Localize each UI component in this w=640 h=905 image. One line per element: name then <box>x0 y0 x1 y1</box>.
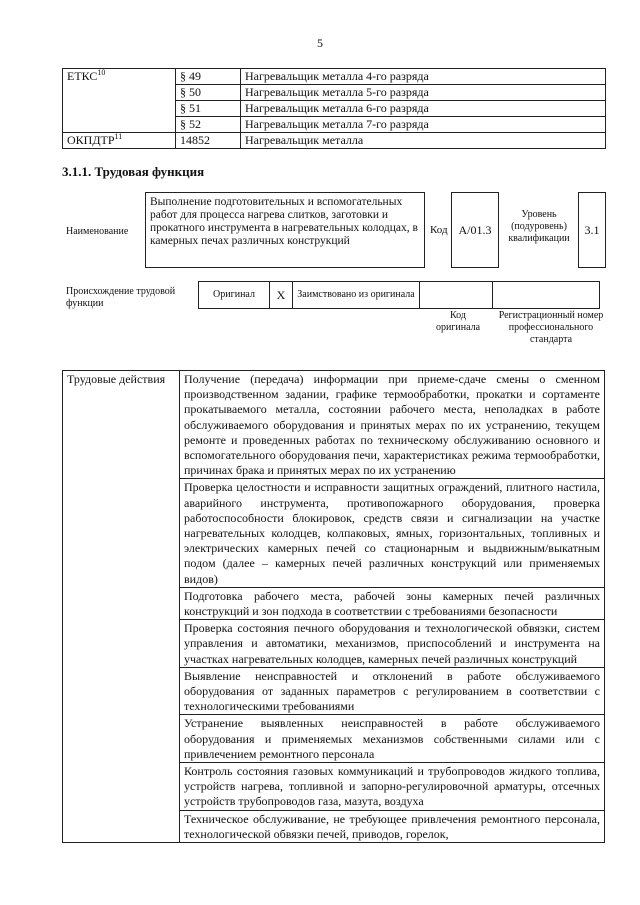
name-label: Наименование <box>66 226 129 237</box>
registration-caption: Регистрационный номер профессионального стандарта <box>498 310 604 345</box>
table-row <box>63 371 605 479</box>
table-row <box>63 69 606 85</box>
original-mark: X <box>270 282 293 309</box>
qualification-level: 3.1 <box>578 192 606 268</box>
code-label: Код <box>430 224 448 236</box>
function-code: A/01.3 <box>451 192 499 268</box>
borrowed-cell: Заимствовано из оригинала <box>293 282 420 309</box>
code-cell: § 50 <box>176 85 241 101</box>
table-row <box>199 282 600 309</box>
footnote-ref: 11 <box>114 132 123 141</box>
etks-label-cell <box>63 69 176 133</box>
code-cell: 14852 <box>176 133 241 149</box>
actions-table <box>62 370 605 843</box>
origin-table <box>198 281 600 309</box>
table-row <box>63 133 606 149</box>
action-item: Проверка состояния печного оборудования и технологической обвязки, систем управления и автоматики, механизмов, приспособлений и инструмента на участках нагревательных колодцев, камерных печей различных конструкций <box>180 620 605 668</box>
original-cell: Оригинал <box>199 282 270 309</box>
action-item: Подготовка рабочего места, рабочей зоны камерных печей различных конструкций и зон подхода в соответствии с требованиями безопасности <box>180 587 605 619</box>
code-cell: § 52 <box>176 117 241 133</box>
code-cell: § 49 <box>176 69 241 85</box>
okpdtr-label: ОКПДТР <box>67 133 115 147</box>
name-cell: Нагревальщик металла <box>241 133 606 149</box>
page-number: 5 <box>317 36 323 50</box>
function-name: Выполнение подготовительных и вспомогательных работ для процесса нагрева слитков, заготовки и прокатного инструмента в нагревательных колодцах, в камерных печах различных конструкций <box>145 192 425 268</box>
section-title: 3.1.1. Трудовая функция <box>62 164 205 179</box>
action-item: Устранение выявленных неисправностей в работе обслуживаемого оборудования и применяемых механизмов собственными силами или с привлечением ремонтного персонала <box>180 715 605 763</box>
action-item: Контроль состояния газовых коммуникаций и трубопроводов жидкого топлива, устройств нагрева, топливной и запорно-регулировочной арматуры, отсечных устройств трубопроводов газа, мазута, воздуха <box>180 763 605 811</box>
registration-number-cell <box>493 282 600 309</box>
classification-table <box>62 68 606 149</box>
name-cell: Нагревальщик металла 6-го разряда <box>241 101 606 117</box>
etks-label: ЕТКС <box>67 69 98 83</box>
origin-label: Происхождение трудовой функции <box>66 286 176 309</box>
action-item: Проверка целостности и исправности защитных ограждений, плитного настила, аварийного инструмента, противопожарного оборудования, проверка работоспособности блокировок, средств связи и сигнализации на участке нагревательных колодцев, колпаковых, ямных, горизонтальных, топливных и электрических камерных печей со стационарным и выдвижным/выкатным подом (далее – камерных печей различных конструкций или применяемых видов) <box>180 479 605 587</box>
okpdtr-label-cell <box>63 133 176 149</box>
original-code-caption: Код оригинала <box>435 310 481 333</box>
name-cell: Нагревальщик металла 5-го разряда <box>241 85 606 101</box>
actions-label: Трудовые действия <box>63 371 180 843</box>
action-item: Выявление неисправностей и отклонений в работе обслуживаемого оборудования от заданных параметров с регулированием в соответствии с технологическими требованиями <box>180 667 605 715</box>
level-label: Уровень (подуровень) квалификации <box>508 209 570 244</box>
action-item: Получение (передача) информации при приеме-сдаче смены о сменном производственном задании, графике термообработки, прокатки и сортаменте прокатываемого металла, состоянии рабочего места, неполадках в работе обслуживаемого оборудования и принятых мерах по их устранению, текущем ремонте и проведенных работах по техническому обслуживанию основного и вспомогательного оборудования печи, характеристиках режима термообработки, причинах брака и принятых мерах по их устранению <box>180 371 605 479</box>
original-code-cell <box>420 282 493 309</box>
action-item: Техническое обслуживание, не требующее привлечения ремонтного персонала, технологической обвязки печей, приводов, горелок, <box>180 810 605 842</box>
name-cell: Нагревальщик металла 4-го разряда <box>241 69 606 85</box>
code-cell: § 51 <box>176 101 241 117</box>
footnote-ref: 10 <box>97 68 106 77</box>
name-cell: Нагревальщик металла 7-го разряда <box>241 117 606 133</box>
